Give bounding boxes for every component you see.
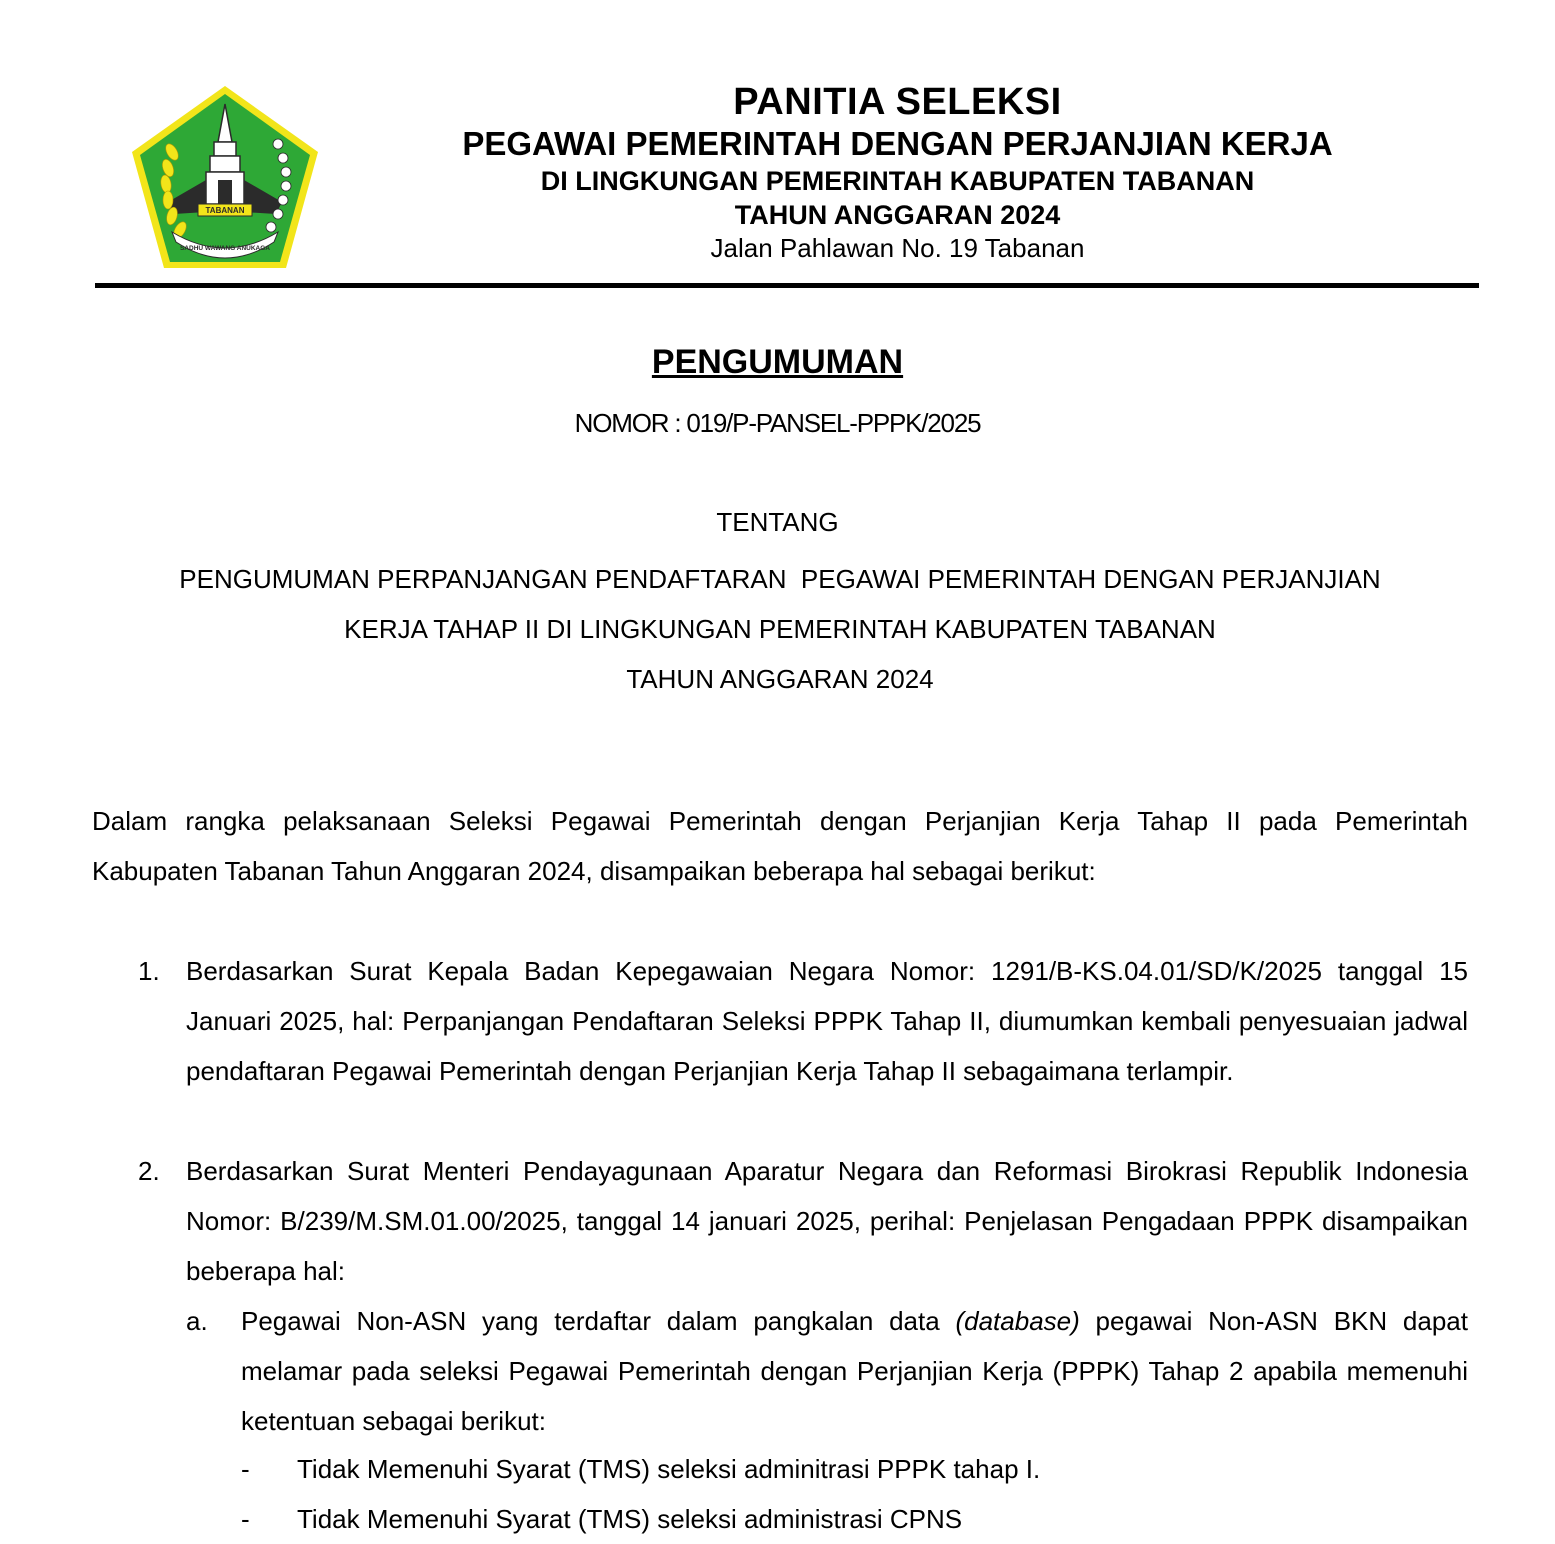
letterhead-line-1: PANITIA SELEKSI	[733, 81, 1062, 123]
subject-line-3: TAHUN ANGGARAN 2024	[626, 664, 934, 694]
item-2-number: 2.	[138, 1156, 160, 1186]
document-subject	[60, 554, 1500, 704]
sub-item-a-before: Pegawai Non-ASN yang terdaftar dalam pangkalan data	[241, 1306, 956, 1336]
letterhead-divider	[95, 283, 1479, 288]
letterhead-line-2: PEGAWAI PEMERINTAH DENGAN PERJANJIAN KERJA	[462, 125, 1333, 162]
subject-line-1: PENGUMUMAN PERPANJANGAN PENDAFTARAN PEGAWAI PEMERINTAH DENGAN PERJANJIAN	[179, 564, 1381, 594]
sub-item-a-italic: (database)	[955, 1306, 1080, 1336]
letterhead-line-3: DI LINGKUNGAN PEMERINTAH KABUPATEN TABANAN	[540, 166, 1255, 196]
emblem-banner-text: TABANAN	[205, 206, 245, 215]
tabanan-emblem-logo	[128, 82, 322, 272]
item-1-text: Berdasarkan Surat Kepala Badan Kepegawaian Negara Nomor: 1291/B-KS.04.01/SD/K/2025 tanggal 15 Januari 2025, hal: Perpanjangan Pendaftaran Seleksi PPPK Tahap II, diumumkan kembali penyesuaian jadwal pendaftaran Pegawai Pemerintah dengan Perjanjian Kerja Tahap II sebagaimana terlampir.	[186, 956, 1468, 1086]
sub-item-a-letter: a.	[186, 1306, 208, 1336]
sub-item-a-text	[241, 1296, 1468, 1446]
bullet-2-mark: -	[241, 1504, 250, 1534]
document-number: NOMOR : 019/P-PANSEL-PPPK/2025	[574, 408, 981, 438]
intro-paragraph: Dalam rangka pelaksanaan Seleksi Pegawai Pemerintah dengan Perjanjian Kerja Tahap II pada Pemerintah Kabupaten Tabanan Tahun Anggaran 2024, disampaikan beberapa hal sebagai berikut:	[92, 806, 1468, 886]
tentang-label: TENTANG	[716, 507, 839, 537]
bullet-1-text: Tidak Memenuhi Syarat (TMS) seleksi adminitrasi PPPK tahap I.	[297, 1454, 1041, 1484]
document-title: PENGUMUMAN	[651, 343, 904, 381]
item-2-text: Berdasarkan Surat Menteri Pendayagunaan Aparatur Negara dan Reformasi Birokrasi Republik Indonesia Nomor: B/239/M.SM.01.00/2025, tanggal 14 januari 2025, perihal: Penjelasan Pengadaan PPPK disampaikan beberapa hal:	[186, 1156, 1468, 1286]
letterhead-line-4: TAHUN ANGGARAN 2024	[734, 200, 1061, 230]
letterhead-address: Jalan Pahlawan No. 19 Tabanan	[710, 233, 1085, 263]
item-1-number: 1.	[138, 956, 160, 986]
bullet-2-text: Tidak Memenuhi Syarat (TMS) seleksi administrasi CPNS	[297, 1504, 963, 1534]
emblem-motto-text: SADHU WAWANG ANUKAGA	[179, 245, 271, 252]
sub-item-a-after: pegawai Non-ASN BKN dapat melamar pada seleksi Pegawai Pemerintah dengan Perjanjian Kerja (PPPK) Tahap 2 apabila memenuhi ketentuan sebagai berikut:	[241, 1306, 1468, 1436]
subject-line-2: KERJA TAHAP II DI LINGKUNGAN PEMERINTAH KABUPATEN TABANAN	[344, 614, 1216, 644]
letterhead	[380, 80, 1415, 264]
bullet-1-mark: -	[241, 1454, 250, 1484]
